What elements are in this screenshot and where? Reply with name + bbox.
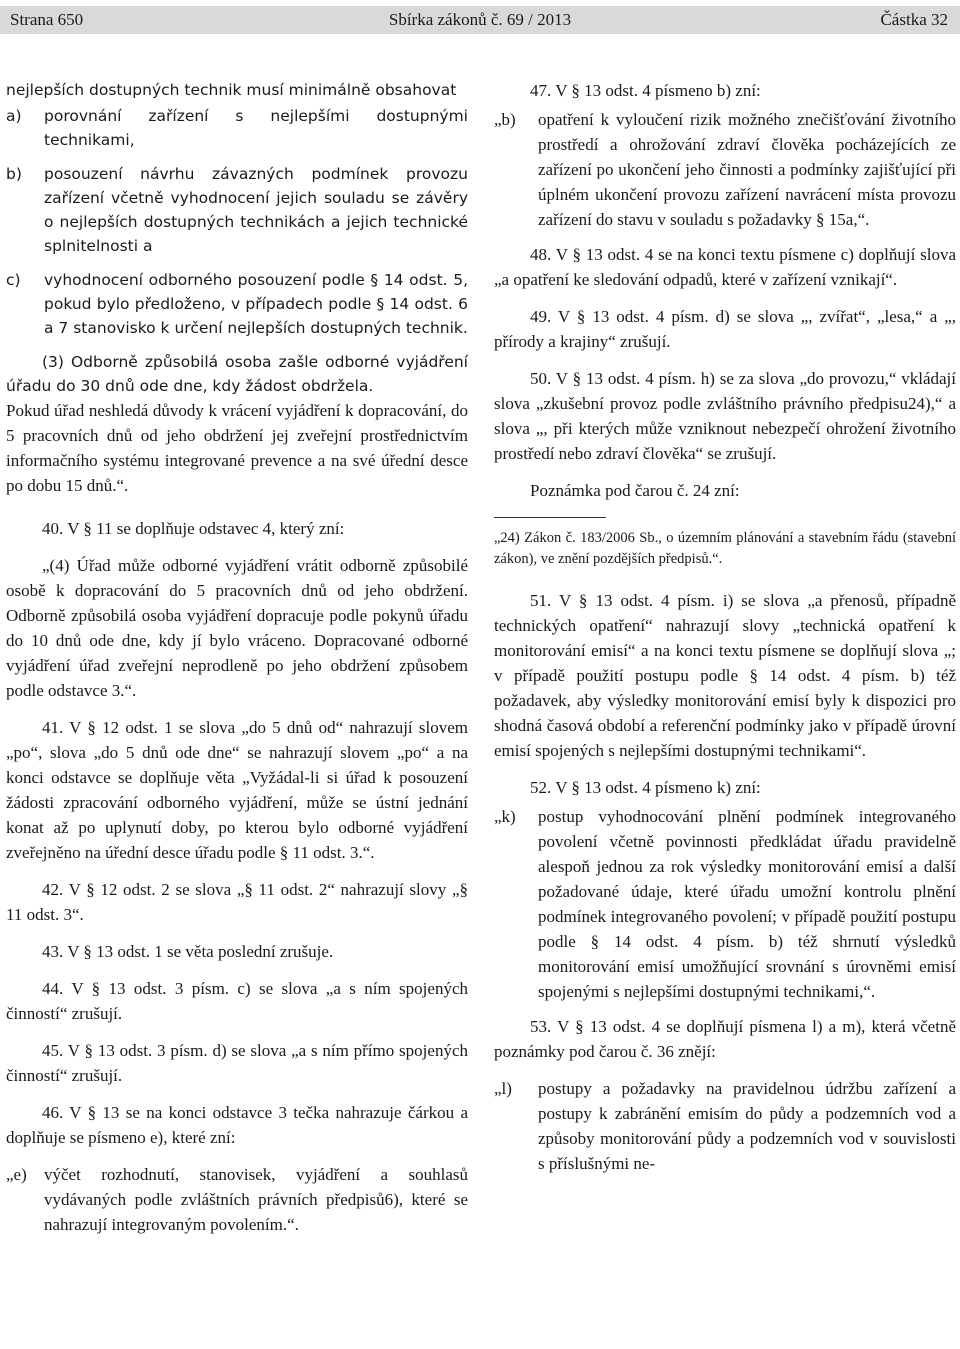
amendment-50: 50. V § 13 odst. 4 písm. h) se za slova „do provozu,“ vkládají slova „zkušební provoz podle zvláštního právního předpisu24),“ a slova „, při kterých může vzniknout nebezpečí ohrožení životního prostředí nebo zdraví člověka“ se zrušují.: [494, 369, 956, 463]
item-label: c): [6, 271, 21, 289]
footnote-rule: [494, 517, 606, 518]
amendment-51: 51. V § 13 odst. 4 písm. i) se slova „a přenosů, případně technických opatření“ nahrazují slovy „technická opatření k monitorování emisí“ a na konci textu písmene se doplňují slova „; v případě použití postupu podle § 14 odst. 4 písm. b) též požadavek, aby výsledky monitorování emisí byly k dispozici pro shodná časová období a referenční podmínky jako v případě úrovní emisí spojených s nejlepšími dostupnými technikami“.: [494, 591, 956, 760]
amendment-47: 47. V § 13 odst. 4 písmeno b) zní:: [530, 81, 761, 100]
item-label: b): [6, 165, 22, 183]
item-text: postupy a požadavky na pravidelnou údržbu zařízení a postupy k zabránění emisím do půdy a podzemních vod a způsoby monitorování půdy a podzemních vod v souvislosti s příslušnými ne-: [538, 1079, 956, 1173]
collection-title: Sbírka zákonů č. 69 / 2013: [388, 10, 572, 29]
paragraph-3-cont: Pokud úřad neshledá důvody k vrácení vyjádření k dopracování, do 5 pracovních dnů od jeho obdržení jej zveřejní prostřednictvím informačního systému integrované prevence a na své úřední desce po dobu 15 dnů.“.: [6, 401, 468, 495]
item-label: „e): [6, 1165, 27, 1184]
amendment-52: 52. V § 13 odst. 4 písmeno k) zní:: [530, 778, 761, 797]
page-number: Strana 650: [10, 10, 84, 29]
item-label: „k): [494, 807, 516, 826]
sans-section: [6, 78, 468, 398]
right-column: [494, 78, 956, 1186]
item-text: posouzení návrhu závazných podmínek provozu zařízení včetně vyhodnocení jejich souladu se závěry o nejlepších dostupných technikách a jejich technické splnitelnosti a: [44, 165, 468, 255]
footnote-mark: „24): [494, 530, 520, 546]
list-item-b: [494, 107, 956, 232]
paragraph-3: (3) Odborně způsobilá osoba zašle odborné vyjádření úřadu do 30 dnů ode dne, kdy žádost obdržela.: [6, 353, 468, 395]
amendment-40: 40. V § 11 se doplňuje odstavec 4, který zní:: [42, 519, 345, 538]
footnote-text: Zákon č. 183/2006 Sb., o územním plánování a stavebním řádu (stavební zákon), ve znění pozdějších předpisů.“.: [494, 530, 956, 567]
item-label: „b): [494, 110, 516, 129]
amendment-41: 41. V § 12 odst. 1 se slova „do 5 dnů od“ nahrazují slovem „po“, slova „do 5 dnů ode dne“ se nahrazují slovem „po“ a na konci odstavce se doplňuje věta „Vyžádal-li si úřad k posouzení žádosti zpracování odborného vyjádření, může se ústní jednání konat až po uplynutí doby, po kterou bylo odborné vyjádření zveřejněno na úřední desce úřadu podle § 11 odst. 3.“.: [6, 718, 468, 862]
amendment-40-quote: „(4) Úřad může odborné vyjádření vrátit odborně způsobilé osobě k dopracování do 5 pracovních dnů od jeho obdržení. Odborně způsobilá osoba vyjádření dopracuje podle pokynů úřadu do 10 dnů ode dne, kdy jí bylo vráceno. Dopracované odborné vyjádření úřad zveřejní neprodleně po jeho obdržení způsobem podle odstavce 3.“.: [6, 556, 468, 700]
footnote-intro: Poznámka pod čarou č. 24 zní:: [530, 481, 740, 500]
list-item-b: [6, 162, 468, 258]
amendment-42: 42. V § 12 odst. 2 se slova „§ 11 odst. 2“ nahrazují slovy „§ 11 odst. 3“.: [6, 880, 468, 924]
left-column: [6, 78, 468, 1247]
list-item-l: [494, 1076, 956, 1176]
item-text: postup vyhodnocování plnění podmínek integrovaného povolení včetně povinnosti předkládat úřadu pravidelně alespoň jednou za rok výsledky monitorování emisí a další požadované údaje, které úřadu umožní kontrolu plnění podmínek integrovaného povolení; v případě použití postupu podle § 14 odst. 4 písm. b) též shrnutí výsledků monitorování emisí umožňující srovnání s úrovněmi emisí spojenými s nejlepšími dostupnými technikami,“.: [538, 807, 956, 1001]
amendment-49: 49. V § 13 odst. 4 písm. d) se slova „, zvířat“, „lesa,“ a „, přírody a krajiny“ zrušují.: [494, 307, 956, 351]
item-text: opatření k vyloučení rizik možného znečišťování životního prostředí a ohrožování zdraví člověka pocházejících ze zařízení po ukončení jeho činnosti a podmínky zajišťující při úplném ukončení provozu zařízení navrácení místa provozu zařízení do stavu v souladu s požadavky § 15a,“.: [538, 110, 956, 229]
amendment-44: 44. V § 13 odst. 3 písm. c) se slova „a s ním spojených činností“ zrušují.: [6, 979, 468, 1023]
list-item-k: [494, 804, 956, 1004]
amendment-45: 45. V § 13 odst. 3 písm. d) se slova „a s ním přímo spojených činností“ zrušují.: [6, 1041, 468, 1085]
page-header: [0, 6, 960, 34]
item-label: a): [6, 107, 22, 125]
amendment-53: 53. V § 13 odst. 4 se doplňují písmena l) a m), která včetně poznámky pod čarou č. 36 znějí:: [494, 1017, 956, 1061]
amendment-46: 46. V § 13 se na konci odstavce 3 tečka nahrazuje čárkou a doplňuje se písmeno e), které zní:: [6, 1103, 468, 1147]
amendment-43: 43. V § 13 odst. 1 se věta poslední zrušuje.: [42, 942, 334, 961]
item-text: porovnání zařízení s nejlepšími dostupnými technikami,: [44, 107, 468, 149]
list-item-c: [6, 268, 468, 340]
list-item-a: [6, 104, 468, 152]
intro-text: nejlepších dostupných technik musí minimálně obsahovat: [6, 81, 457, 99]
amendment-48: 48. V § 13 odst. 4 se na konci textu písmene c) doplňují slova „a opatření ke sledování odpadů, které v zařízení vznikají“.: [494, 245, 956, 289]
item-text: výčet rozhodnutí, stanovisek, vyjádření a souhlasů vydávaných podle zvláštních právních předpisů6), které se nahrazují integrovaným povolením.“.: [44, 1165, 468, 1234]
list-item-e: [6, 1162, 468, 1237]
item-label: „l): [494, 1079, 512, 1098]
item-text: vyhodnocení odborného posouzení podle § 14 odst. 5, pokud bylo předloženo, v případech podle § 14 odst. 6 a 7 stanovisko k určení nejlepších dostupných technik.: [44, 271, 468, 337]
footnote-24: [494, 528, 956, 570]
issue-number: Částka 32: [880, 10, 948, 29]
